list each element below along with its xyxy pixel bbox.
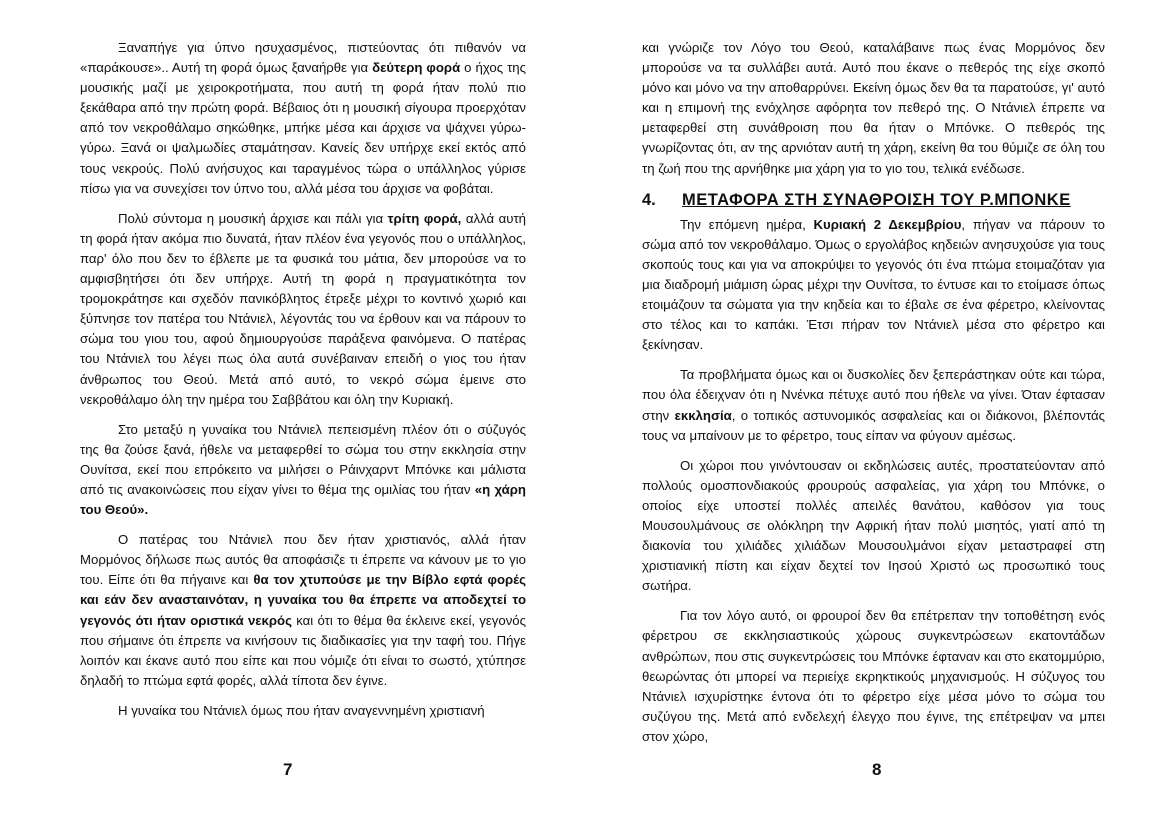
paragraph (642, 38, 1105, 179)
text-run: Πολύ σύντομα η μουσική άρχισε και πάλι για (118, 210, 388, 226)
text-run: Η γυναίκα του Ντάνιελ όμως που ήταν αναγεννημένη χριστιανή (118, 702, 485, 718)
right-page-body (642, 215, 1105, 747)
page-number-left: 7 (283, 760, 293, 779)
text-run: Την επόμενη ημέρα, (680, 216, 814, 232)
text-run: , ο τοπικός αστυνομικός ασφαλείας και οι διάκονοι, βλέποντάς τους να μπαίνουν με το φέρετρο, τους είπαν να φύγουν αμέσως. (642, 407, 1105, 443)
section-title: ΜΕΤΑΦΟΡΑ ΣΤΗ ΣΥΝΑΘΡΟΙΣΗ ΤΟΥ Ρ.ΜΠΟΝΚΕ (682, 190, 1071, 209)
text-run: ο ήχος της μουσικής μαζί με χειροκροτήματα, που αυτή τη φορά ήταν πολύ πιο ξεκάθαρα από την πρώτη φορά. Βέβαιος ότι η μουσική σίγουρα προερχόταν από τον νεκροθάλαμο σηκώθηκε, μπήκε μέσα και άρχισε να ψάχνει γύρω-γύρω. Ξανά οι ψαλμωδίες σταμάτησαν. Κανείς δεν υπήρχε εκεί εκτός από τους νεκρούς. Πολύ ανήσυχος και ταραγμένος τώρα ο υπάλληλος γύρισε πίσω για να συνεχίσει τον ύπνο του, αλλά μέσα του άρχισε να φοβάται. (80, 60, 526, 196)
text-run: Στο μεταξύ η γυναίκα του Ντάνιελ πεπεισμένη πλέον ότι ο σύζυγός της θα ζούσε ξανά, ήθελε να μεταφερθεί το σώμα του στην εκκλησία στην Ουνίτσα, εκεί που επρόκειτο να μιλήσει ο Ράινχαρντ Μπόνκε και μάλιστα από τις ανακοινώσεις που είχαν γίνει το θέμα της ομιλίας του ήταν (80, 421, 526, 497)
left-page-body (80, 38, 526, 721)
bold-text: εκκλησία (674, 407, 732, 423)
right-page (642, 38, 1105, 757)
text-run: , πήγαν να πάρουν το σώμα από τον νεκροθάλαμο. Όμως ο εργολάβος κηδειών ανησυχούσε για τους σκοπούς τους και για να αποκρύψει το γεγονός ότι ένα πτώμα ετοιμαζόταν για μια διαδρομή μιάμιση ώρας μέχρι την Ουνίτσα, το έντυσε και το ετοίμασε όπως ετοιμάζουν τα σώματα για την κηδεία και το έβαλε σε ένα φέρετρο, κλείνοντας στο τέλος και το καπάκι. Έτσι πήραν τον Ντάνιελ μέσα στο φέρετρο και ξεκίνησαν. (642, 216, 1105, 353)
paragraph (642, 456, 1105, 597)
paragraph (80, 701, 526, 721)
text-run: και ότι το θέμα θα έκλεινε εκεί, γεγονός που σήμαινε ότι έπρεπε να κινήσουν τις διαδικασίες για την ταφή του. Πήγε λοιπόν και έκανε αυτό που είπε και που νόμιζε ότι είναι το σωστό, χτύπησε δηλαδή το πτώμα εφτά φορές, αλλά τίποτα δεν έγινε. (80, 612, 526, 688)
bold-text: τρίτη φορά, (387, 210, 462, 226)
text-run: Ο πατέρας του Ντάνιελ που δεν ήταν χριστιανός, αλλά ήταν Μορμόνος δήλωσε πως αυτός θα αποφάσιζε τι έπρεπε να κάνουν με το γιο του. Είπε ότι θα πήγαινε και (80, 532, 526, 588)
bold-text: θα τον χτυπούσε με την Βίβλο εφτά φορές και εάν δεν ανασταινόταν, η γυναίκα του θα έπρεπε να αποδεχτεί το γεγονός ότι ήταν οριστικά νεκρός (80, 572, 526, 628)
paragraph (80, 420, 526, 520)
text-run: Τα προβλήματα όμως και οι δυσκολίες δεν ξεπεράστηκαν ούτε και τώρα, που όλα έδειχναν ότι η Ννένκα πέτυχε αυτό που ήθελε να γίνει. Όταν έφτασαν στην (642, 367, 1105, 423)
paragraph (80, 209, 526, 410)
paragraph (80, 530, 526, 691)
section-heading (642, 189, 1105, 211)
bold-text: Κυριακή 2 Δεκεμβρίου (813, 216, 962, 232)
paragraph (642, 365, 1105, 445)
section-number: 4. (642, 190, 656, 209)
left-page (80, 38, 526, 731)
text-run: και γνώριζε τον Λόγο του Θεού, καταλάβαινε πως ένας Μορμόνος δεν μπορούσε να τα συλλάβει αυτά. Αυτό που έκανε ο πεθερός της είχε σκοπό μόνο και μόνο να την αποθαρρύνει. Εκείνη όμως δεν θα τα παρατούσε, γι' αυτό και η επιμονή της ενόχλησε αφόρητα τον πεθερό της. Ο Ντάνιελ έπρεπε να μεταφερθεί στη συνάθροιση που θα ήταν ο Μπόνκε. Ο πεθερός της γνωρίζοντας ότι, αν της αρνιόταν αυτή τη χάρη, εκείνη θα του θύμιζε σε όλη του τη ζωή που της αρνήθηκε μια χάρη για το γιο του, τελικά ενέδωσε. (642, 40, 1105, 176)
page-number-right: 8 (872, 760, 882, 779)
text-run: Ξαναπήγε για ύπνο ησυχασμένος, πιστεύοντας ότι πιθανόν να «παράκουσε».. Αυτή τη φορά όμως ξαναήρθε για (80, 40, 526, 76)
bold-text: δεύτερη φορά (372, 60, 461, 76)
paragraph (80, 38, 526, 199)
paragraph (642, 606, 1105, 747)
text-run: αλλά αυτή τη φορά ήταν ακόμα πιο δυνατά, ήταν πλέον ένα γεγονός που ο υπάλληλος, παρ' όλο που δεν το έβλεπε με τα φυσικά του μάτια, δεν μπορούσε να το αμφισβητήσει ότι δεν υπήρχε. Αυτή τη φορά η πραγματικότητα τον τρομοκράτησε και σχεδόν πανικόβλητος έτρεξε μέχρι το κοντινό χωριό και ξύπνησε τον πατέρα του Ντάνιελ, λέγοντάς του να έρθουν και να πάρουν το σώμα του γιου του, αφού δημιουργούσε παράξενα φαινόμενα. Ο πατέρας του Ντάνιελ του λέγει πως όλα αυτά συνέβαιναν επειδή ο γιος του ήταν άνθρωπος του Θεού. Μετά από αυτό, το νεκρό σώμα έμεινε στο νεκροθάλαμο όλη την ημέρα του Σαββάτου και όλη την Κυριακή. (80, 210, 526, 407)
bold-text: «η χάρη του Θεού». (80, 481, 526, 518)
paragraph (642, 215, 1105, 356)
right-page-intro (642, 38, 1105, 179)
text-run: Οι χώροι που γινόντουσαν οι εκδηλώσεις αυτές, προστατεύονταν από πολλούς ομοσπονδιακούς φρουρούς ασφαλείας, για χάρη του Μπόνκε, ο οποίος είχε υποστεί πολλές απειλές θανάτου, καθόσον για τους Μουσουλμάνους σε ολόκληρη την Αφρική ήταν πολύ μισητός, γιατί από τη διακονία του χιλιάδες χιλιάδων Μουσουλμάνοι είχαν μεταστραφεί στη χριστιανική πίστη και είχαν δεχτεί τον Ιησού Χριστό ως προσωπικό τους σωτήρα. (642, 457, 1105, 594)
text-run: Για τον λόγο αυτό, οι φρουροί δεν θα επέτρεπαν την τοποθέτηση ενός φέρετρου σε εκκλησιαστικούς χώρους συγκεντρώσεων εκατοντάδων ανθρώπων, που στις συγκεντρώσεις του Μπόνκε έφταναν και στο εκατομμύριο, θεωρώντας ότι μπορεί να περιείχε εκρηκτικούς μηχανισμούς. Η σύζυγος του Ντάνιελ ισχυρίστηκε έντονα ότι το φέρετρο είχε μέσα μόνο το σώμα του συζύγου της. Μετά από ενδελεχή έλεγχο που έγινε, της επέτρεψαν να μπει στον χώρο, (642, 608, 1105, 744)
